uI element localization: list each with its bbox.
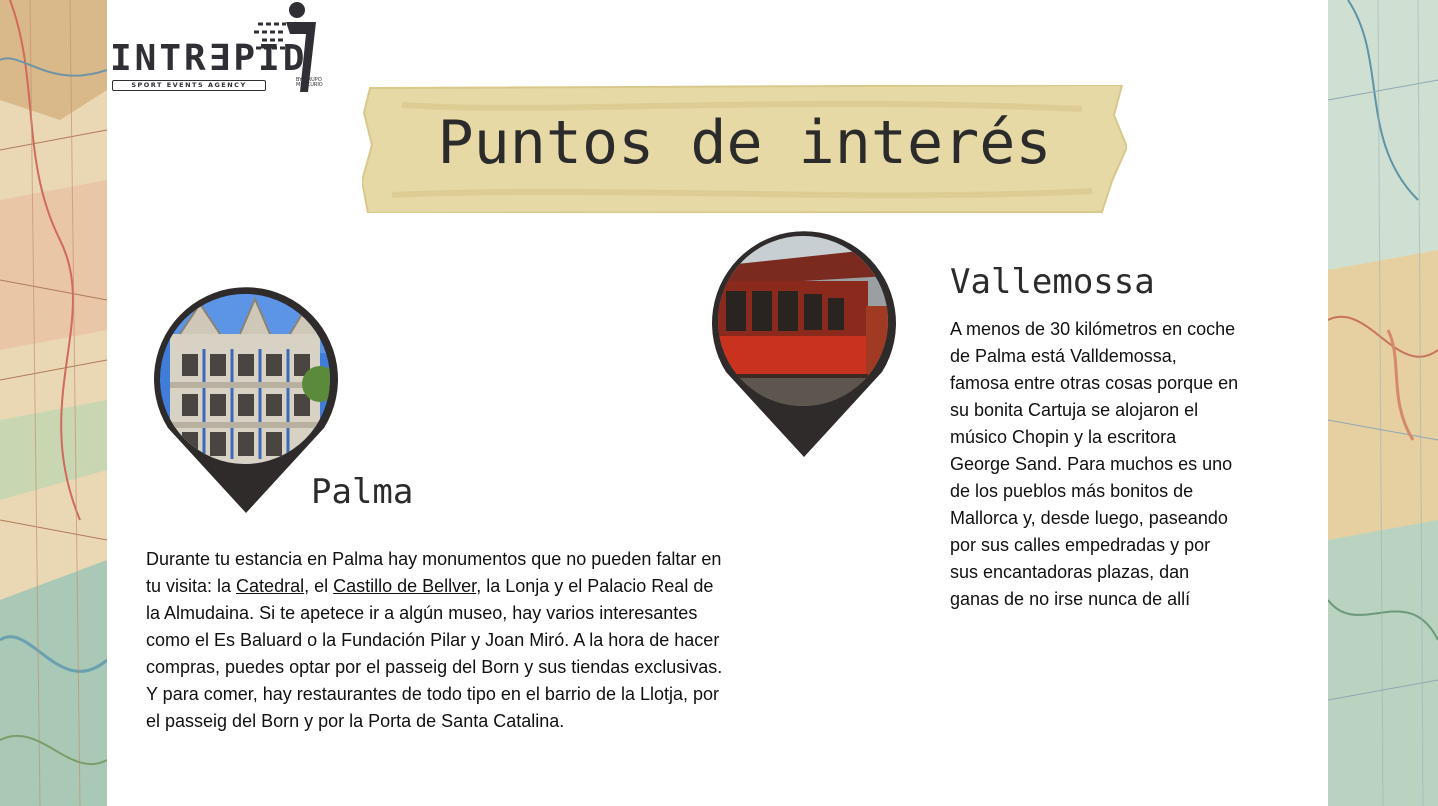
palma-description: Durante tu estancia en Palma hay monumentos que no pueden faltar en tu visita: la Catedral, el Castillo de Bellver, la Lonja y el Palacio Real de la Almudaina. Si te apetece ir a algún museo, hay varios interesantes como el Es Baluard o la Fundación Pilar y Joan Miró. A la hora de hacer compras, puedes optar por el passeig del Born y sus tiendas exclusivas. Y para comer, hay restaurantes de todo tipo en el barrio de la Llotja, por el passeig del Born y por la Porta de Santa Catalina.	[146, 549, 723, 731]
page-title: Puntos de interés	[437, 108, 1052, 178]
logo-byline: BY GRUPO MERCURIO	[296, 77, 323, 88]
catedral-link[interactable]: Catedral	[236, 576, 305, 596]
vallemossa-heading: Vallemossa	[950, 262, 1155, 302]
palma-photo	[160, 294, 330, 464]
logo-tagline: SPORT EVENTS AGENCY	[112, 80, 266, 91]
logo-wordmark: INTR∃PID	[110, 38, 308, 79]
map-decoration-right	[1328, 0, 1438, 806]
castillo-bellver-link[interactable]: Castillo de Bellver	[333, 576, 477, 596]
map-decoration-left	[0, 0, 107, 806]
vallemossa-photo	[718, 236, 888, 406]
vallemossa-description: A menos de 30 kilómetros en coche de Palma está Valldemossa, famosa entre otras cosas porque en su bonita Cartuja se alojaron el músico Chopin y la escritora George Sand. Para muchos es uno de los pueblos más bonitos de Mallorca y, desde luego, paseando por sus calles empedradas y por sus encantadoras plazas, dan ganas de no irse nunca de allí	[950, 319, 1239, 609]
intrepid-logo[interactable]	[110, 0, 325, 100]
palma-heading: Palma	[311, 472, 414, 512]
